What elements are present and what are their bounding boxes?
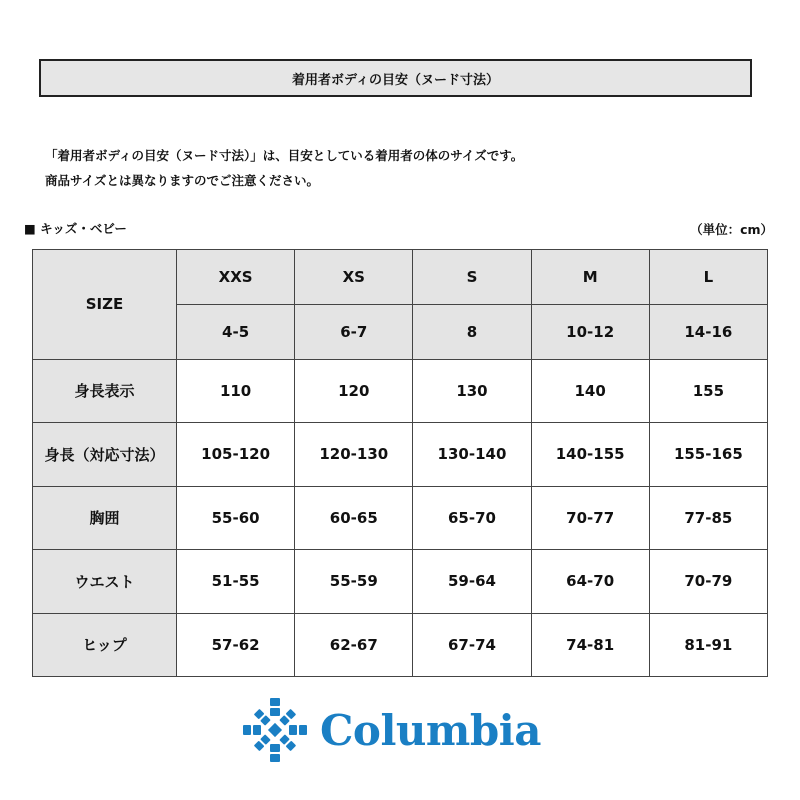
table-cell: 57-62: [177, 613, 295, 677]
table-cell: 130-140: [413, 423, 531, 486]
row-label: ウエスト: [33, 550, 177, 613]
table-cell: 70-79: [649, 550, 767, 613]
table-cell: 55-59: [295, 550, 413, 613]
brand-name: Columbia: [320, 705, 541, 755]
size-cell: XXS: [177, 250, 295, 305]
size-header-cell: SIZE: [33, 250, 177, 360]
table-cell: 64-70: [531, 550, 649, 613]
age-range-cell: 10-12: [531, 304, 649, 359]
row-label: 身長表示: [33, 359, 177, 422]
table-cell: 59-64: [413, 550, 531, 613]
table-cell: 140: [531, 359, 649, 422]
intro-text: [45, 143, 523, 193]
intro-line-2: 商品サイズとは異なりますのでご注意ください。: [45, 173, 320, 188]
table-cell: 67-74: [413, 613, 531, 677]
table-cell: 65-70: [413, 486, 531, 549]
table-cell: 110: [177, 359, 295, 422]
row-label: 身長（対応寸法）: [33, 423, 177, 486]
table-cell: 70-77: [531, 486, 649, 549]
age-range-cell: 4-5: [177, 304, 295, 359]
page-title-text: 着用者ボディの目安（ヌード寸法）: [292, 72, 499, 88]
table-cell: 77-85: [649, 486, 767, 549]
section-label: ■ キッズ・ベビー: [24, 221, 127, 236]
size-cell: XS: [295, 250, 413, 305]
brand-logo: [240, 690, 560, 770]
page-title: [39, 59, 752, 97]
table-row: [33, 423, 768, 486]
intro-line-1: 「着用者ボディの目安（ヌード寸法）」は、目安としている着用者の体のサイズです。: [45, 148, 524, 163]
row-label: 胸囲: [33, 486, 177, 549]
table-cell: 120-130: [295, 423, 413, 486]
table-row: [33, 550, 768, 613]
row-label: ヒップ: [33, 613, 177, 677]
columbia-diamond-logo-icon: [240, 695, 310, 765]
unit-label: （単位：cm）: [690, 222, 773, 237]
age-range-cell: 14-16: [649, 304, 767, 359]
table-cell: 155: [649, 359, 767, 422]
table-cell: 74-81: [531, 613, 649, 677]
table-row: [33, 359, 768, 422]
table-cell: 60-65: [295, 486, 413, 549]
size-chart-table: [32, 249, 768, 677]
table-row: [33, 486, 768, 549]
table-cell: 120: [295, 359, 413, 422]
size-cell: M: [531, 250, 649, 305]
table-cell: 140-155: [531, 423, 649, 486]
table-cell: 105-120: [177, 423, 295, 486]
table-cell: 81-91: [649, 613, 767, 677]
table-cell: 51-55: [177, 550, 295, 613]
age-range-cell: 6-7: [295, 304, 413, 359]
table-cell: 55-60: [177, 486, 295, 549]
table-cell: 155-165: [649, 423, 767, 486]
table-cell: 62-67: [295, 613, 413, 677]
age-range-cell: 8: [413, 304, 531, 359]
table-cell: 130: [413, 359, 531, 422]
size-cell: S: [413, 250, 531, 305]
size-cell: L: [649, 250, 767, 305]
table-row: [33, 613, 768, 677]
size-header-row: [33, 250, 768, 305]
